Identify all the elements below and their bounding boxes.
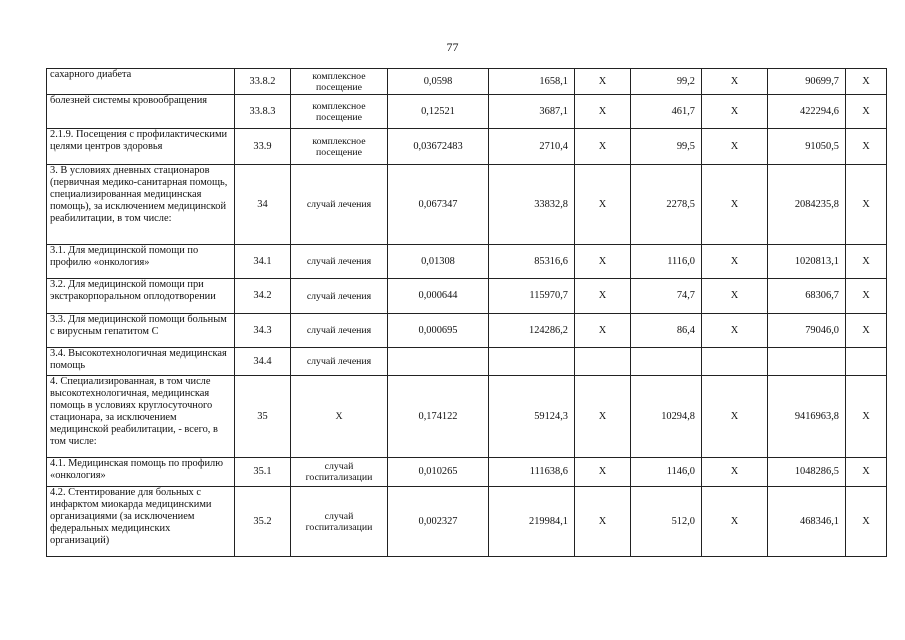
row-norm: 0,067347 xyxy=(388,165,489,245)
data-table xyxy=(46,68,887,557)
row-norm: 0,000695 xyxy=(388,314,489,348)
row-norm: 0,01308 xyxy=(388,245,489,279)
row-unit: комплексное посещение xyxy=(291,69,388,95)
row-cost: 219984,1 xyxy=(489,487,575,557)
row-col6: X xyxy=(575,129,631,165)
row-unit: случай лечения xyxy=(291,348,388,376)
table-row xyxy=(47,458,887,487)
row-col7: 99,5 xyxy=(631,129,702,165)
row-norm: 0,12521 xyxy=(388,95,489,129)
row-unit: комплексное посещение xyxy=(291,95,388,129)
page-number: 77 xyxy=(446,40,459,54)
row-col9: 1020813,1 xyxy=(768,245,846,279)
row-col9: 91050,5 xyxy=(768,129,846,165)
table-row xyxy=(47,95,887,129)
row-cost: 33832,8 xyxy=(489,165,575,245)
row-col10: X xyxy=(846,458,887,487)
row-col10: X xyxy=(846,165,887,245)
row-col6: X xyxy=(575,314,631,348)
row-code: 34.1 xyxy=(235,245,291,279)
row-unit: комплексное посещение xyxy=(291,129,388,165)
row-code: 34.3 xyxy=(235,314,291,348)
row-col6: X xyxy=(575,487,631,557)
row-unit: случай госпитализации xyxy=(291,458,388,487)
row-col10: X xyxy=(846,376,887,458)
row-col9: 468346,1 xyxy=(768,487,846,557)
row-col7: 1116,0 xyxy=(631,245,702,279)
row-col6: X xyxy=(575,376,631,458)
table-row xyxy=(47,245,887,279)
row-col9: 79046,0 xyxy=(768,314,846,348)
row-col7 xyxy=(631,348,702,376)
row-col10: X xyxy=(846,279,887,314)
row-name: сахарного диабета xyxy=(47,69,235,95)
row-name: 3.4. Высокотехнологичная медицинская помощь xyxy=(47,348,235,376)
row-col10: X xyxy=(846,245,887,279)
row-col8 xyxy=(702,348,768,376)
row-norm: 0,010265 xyxy=(388,458,489,487)
row-unit: случай госпитализации xyxy=(291,487,388,557)
row-col7: 1146,0 xyxy=(631,458,702,487)
row-norm: 0,174122 xyxy=(388,376,489,458)
row-col6: X xyxy=(575,69,631,95)
row-name: 3.3. Для медицинской помощи больным с вирусным гепатитом С xyxy=(47,314,235,348)
row-cost: 3687,1 xyxy=(489,95,575,129)
row-col8: X xyxy=(702,314,768,348)
row-col7: 512,0 xyxy=(631,487,702,557)
row-col9: 68306,7 xyxy=(768,279,846,314)
row-col10: X xyxy=(846,314,887,348)
row-col6 xyxy=(575,348,631,376)
row-col7: 461,7 xyxy=(631,95,702,129)
row-name: 4.1. Медицинская помощь по профилю «онкология» xyxy=(47,458,235,487)
row-name: 4.2. Стентирование для больных с инфарктом миокарда медицинскими организациями (за исключением федеральных медицинских организаций) xyxy=(47,487,235,557)
row-col9: 9416963,8 xyxy=(768,376,846,458)
row-col6: X xyxy=(575,165,631,245)
table-row xyxy=(47,69,887,95)
row-col9 xyxy=(768,348,846,376)
row-col7: 74,7 xyxy=(631,279,702,314)
row-code: 33.8.2 xyxy=(235,69,291,95)
row-col8: X xyxy=(702,165,768,245)
row-unit: X xyxy=(291,376,388,458)
row-norm: 0,000644 xyxy=(388,279,489,314)
row-col7: 99,2 xyxy=(631,69,702,95)
row-code: 35.2 xyxy=(235,487,291,557)
row-col7: 86,4 xyxy=(631,314,702,348)
row-col8: X xyxy=(702,279,768,314)
row-unit: случай лечения xyxy=(291,165,388,245)
row-cost: 111638,6 xyxy=(489,458,575,487)
row-col8: X xyxy=(702,129,768,165)
row-norm: 0,0598 xyxy=(388,69,489,95)
row-col10: X xyxy=(846,129,887,165)
row-cost: 124286,2 xyxy=(489,314,575,348)
row-name: 4. Специализированная, в том числе высокотехнологичная, медицинская помощь в условиях круглосуточного стационара, за исключением медицинской реабилитации, - всего, в том числе: xyxy=(47,376,235,458)
row-code: 35 xyxy=(235,376,291,458)
row-col10: X xyxy=(846,95,887,129)
row-name: 2.1.9. Посещения с профилактическими целями центров здоровья xyxy=(47,129,235,165)
row-unit: случай лечения xyxy=(291,245,388,279)
table-row xyxy=(47,279,887,314)
row-cost: 1658,1 xyxy=(489,69,575,95)
row-col10 xyxy=(846,348,887,376)
table-row xyxy=(47,348,887,376)
row-col9: 422294,6 xyxy=(768,95,846,129)
row-code: 34.4 xyxy=(235,348,291,376)
row-cost xyxy=(489,348,575,376)
row-norm: 0,03672483 xyxy=(388,129,489,165)
row-norm xyxy=(388,348,489,376)
table-row xyxy=(47,376,887,458)
row-col10: X xyxy=(846,487,887,557)
row-col8: X xyxy=(702,487,768,557)
row-col6: X xyxy=(575,245,631,279)
row-unit: случай лечения xyxy=(291,314,388,348)
row-name: 3.2. Для медицинской помощи при экстракорпоральном оплодотворении xyxy=(47,279,235,314)
row-unit: случай лечения xyxy=(291,279,388,314)
row-col8: X xyxy=(702,376,768,458)
row-cost: 85316,6 xyxy=(489,245,575,279)
table-row xyxy=(47,314,887,348)
row-cost: 2710,4 xyxy=(489,129,575,165)
row-col9: 2084235,8 xyxy=(768,165,846,245)
row-col8: X xyxy=(702,69,768,95)
row-code: 34 xyxy=(235,165,291,245)
table-row xyxy=(47,487,887,557)
row-col7: 2278,5 xyxy=(631,165,702,245)
row-col8: X xyxy=(702,95,768,129)
row-col10: X xyxy=(846,69,887,95)
row-code: 35.1 xyxy=(235,458,291,487)
row-col6: X xyxy=(575,458,631,487)
row-col8: X xyxy=(702,245,768,279)
table-row xyxy=(47,165,887,245)
row-col8: X xyxy=(702,458,768,487)
table-row xyxy=(47,129,887,165)
row-code: 33.8.3 xyxy=(235,95,291,129)
row-cost: 115970,7 xyxy=(489,279,575,314)
row-name: 3. В условиях дневных стационаров (первичная медико-санитарная помощь, специализированная медицинская помощь), за исключением медицинской реабилитации, в том числе: xyxy=(47,165,235,245)
row-col6: X xyxy=(575,279,631,314)
row-cost: 59124,3 xyxy=(489,376,575,458)
row-code: 34.2 xyxy=(235,279,291,314)
row-col9: 1048286,5 xyxy=(768,458,846,487)
row-col6: X xyxy=(575,95,631,129)
row-col7: 10294,8 xyxy=(631,376,702,458)
row-code: 33.9 xyxy=(235,129,291,165)
row-norm: 0,002327 xyxy=(388,487,489,557)
row-name: болезней системы кровообращения xyxy=(47,95,235,129)
row-name: 3.1. Для медицинской помощи по профилю «онкология» xyxy=(47,245,235,279)
row-col9: 90699,7 xyxy=(768,69,846,95)
